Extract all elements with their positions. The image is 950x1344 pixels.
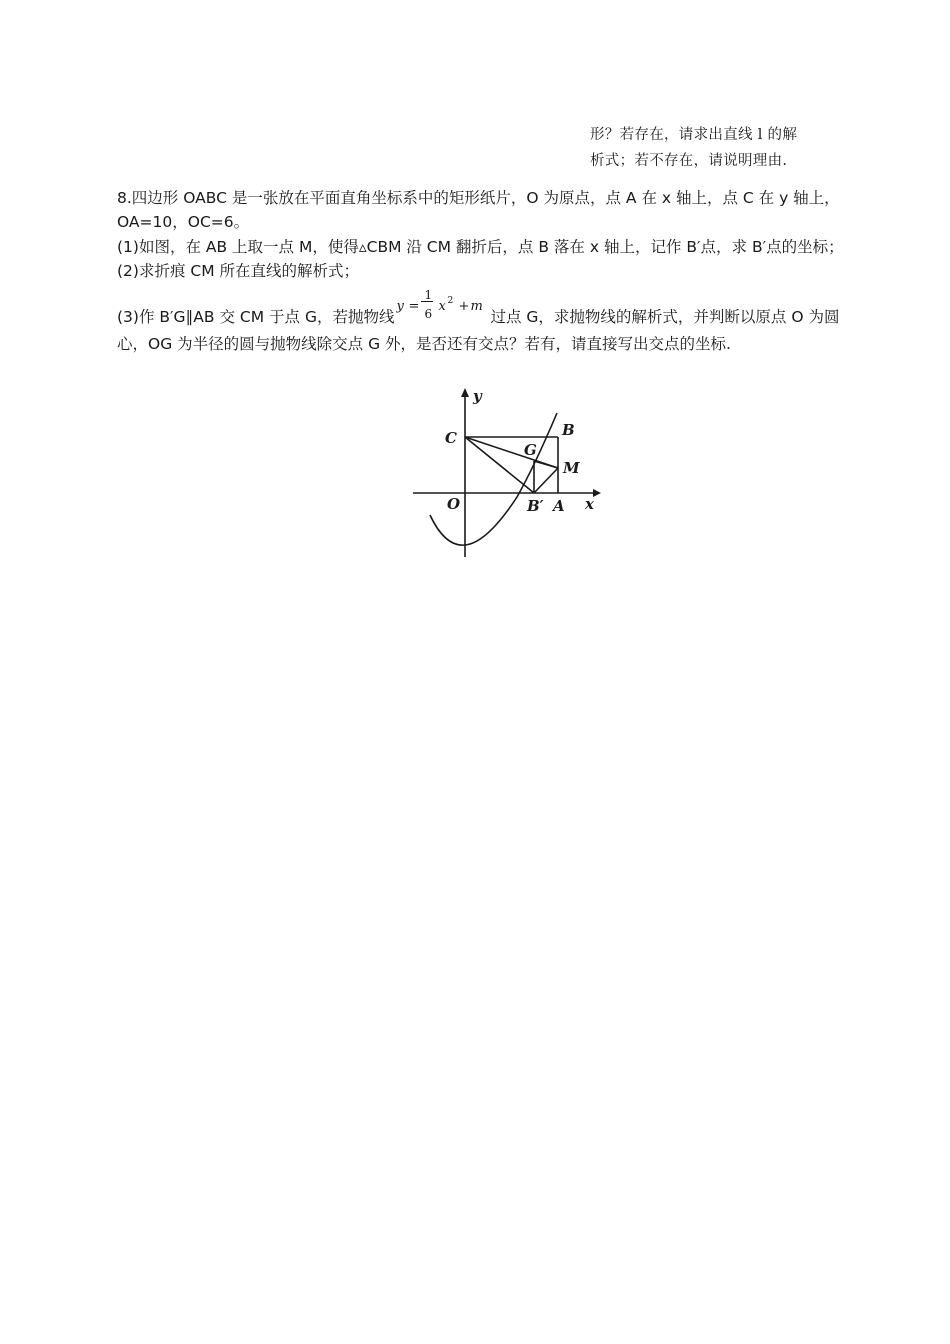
segment-G-M: [534, 461, 558, 468]
continuation-line-1: 形？若存在，请求出直线 l 的解: [590, 127, 798, 143]
formula-y: y: [396, 299, 404, 314]
formula-denominator: 6: [424, 307, 433, 321]
continuation-line-2: 析式；若不存在，请说明理由.: [590, 153, 788, 169]
y-axis-arrow: [461, 388, 469, 397]
label-M: M: [563, 459, 580, 477]
label-B-prime: B′: [527, 497, 544, 515]
problem-intro-line-1: 8.四边形 OABC 是一张放在平面直角坐标系中的矩形纸片，O 为原点，点 A 在 x 轴上，点 C 在 y 轴上，: [117, 189, 840, 207]
label-B: B: [562, 421, 575, 439]
label-G: G: [524, 441, 537, 459]
formula-plus: +: [458, 299, 470, 314]
question-3-after-formula: 过点 G，求抛物线的解析式，并判断以原点 O 为圆: [490, 308, 840, 326]
formula-x: x: [438, 299, 446, 314]
geometry-figure: [405, 385, 605, 565]
formula-exponent: 2: [447, 296, 454, 306]
question-1: (1)如图，在 AB 上取一点 M，使得▵CBM 沿 CM 翻折后，点 B 落在 x 轴上，记作 B′点，求 B′点的坐标；: [117, 238, 844, 256]
label-C: C: [445, 429, 457, 447]
label-y-axis: y: [473, 387, 482, 405]
x-axis-arrow: [593, 489, 601, 497]
parabola-formula: [394, 288, 490, 329]
question-3-line-1: [117, 288, 840, 329]
question-2: (2)求折痕 CM 所在直线的解析式；: [117, 262, 360, 280]
label-x-axis: x: [585, 495, 594, 513]
segment-B-prime-M: [534, 468, 558, 493]
problem-intro-line-2: OA=10，OC=6。: [117, 213, 250, 231]
formula-equals: =: [408, 299, 420, 314]
formula-m: m: [470, 299, 483, 314]
label-A: A: [553, 497, 565, 515]
question-3-line-2: 心，OG 为半径的圆与抛物线除交点 G 外，是否还有交点？若有，请直接写出交点的坐标.: [117, 335, 731, 353]
formula-numerator: 1: [424, 288, 433, 302]
label-O: O: [447, 495, 461, 513]
question-3-before-formula: (3)作 B′G∥AB 交 CM 于点 G，若抛物线: [117, 308, 395, 326]
